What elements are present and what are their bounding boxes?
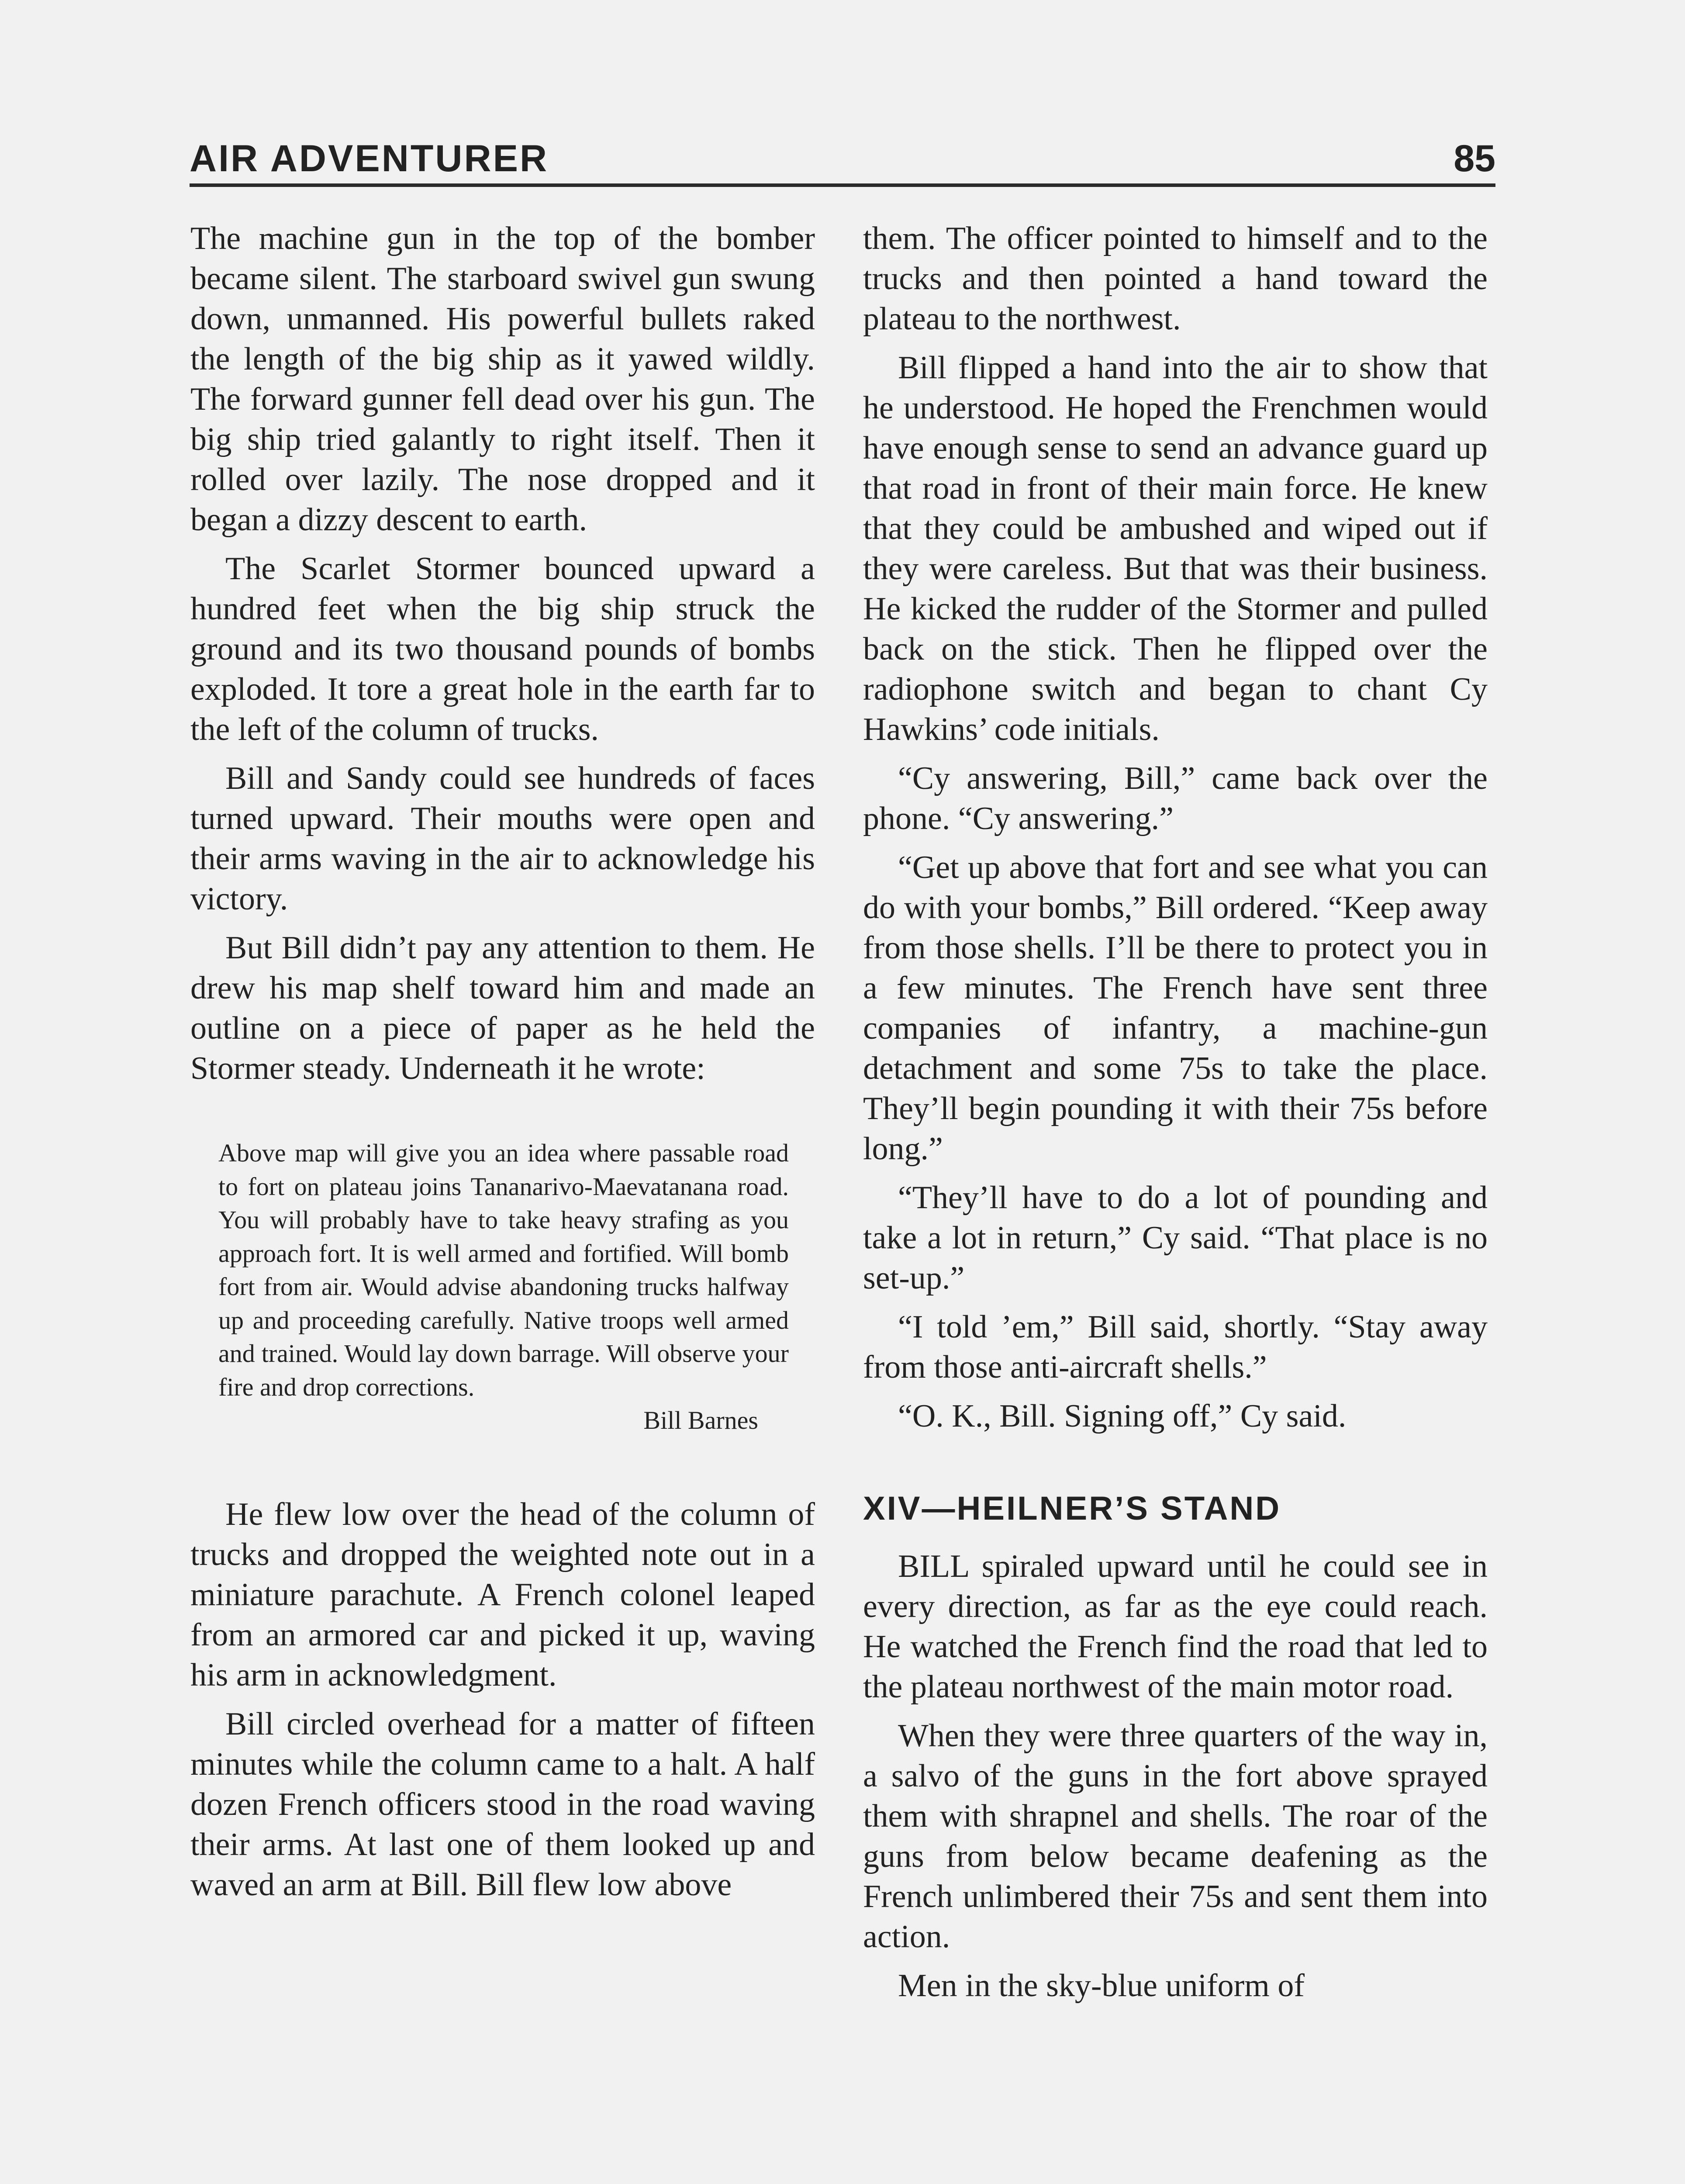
page-number: 85 <box>1454 138 1495 180</box>
note-text: Above map will give you an idea where passable road to fort on plateau joins Tananarivo-Maevatanana road. You will probably have to take heavy strafing as you approach fort. It is well armed and fortified. Will bomb fort from air. Would advise abandoning trucks halfway up and proceeding carefully. Native troops well armed and trained. Would lay down barrage. Will observe your fire and drop corrections. <box>218 1139 789 1401</box>
paragraph: them. The officer pointed to himself and to the trucks and then pointed a hand toward the plateau to the northwest. <box>863 221 1488 337</box>
paragraph: The machine gun in the top of the bomber became silent. The starboard swivel gun swung down, unmanned. His powerful bullets raked the length of the big ship as it yawed wildly. The forward gunner fell dead over his gun. The big ship tried galantly to right itself. Then it rolled over lazily. The nose dropped and it began a dizzy descent to earth. <box>190 221 815 538</box>
note-signature: Bill Barnes <box>643 1406 758 1434</box>
paragraph: He flew low over the head of the column of trucks and dropped the weighted note out in a miniature parachute. A French colonel leaped from an armored car and picked it up, waving his arm in acknowledgment. <box>190 1496 815 1693</box>
paragraph: But Bill didn’t pay any attention to them. He drew his map shelf toward him and made an outline on a piece of paper as he held the Stormer steady. Underneath it he wrote: <box>190 930 815 1086</box>
written-note <box>218 1137 789 1438</box>
left-column <box>190 218 815 1914</box>
paragraph: “They’ll have to do a lot of pounding and take a lot in return,” Cy said. “That place is no set-up.” <box>863 1180 1488 1296</box>
paragraph: Bill circled overhead for a matter of fifteen minutes while the column came to a halt. A half dozen French officers stood in the road waving their arms. At last one of them looked up and waved an arm at Bill. Bill flew low above <box>190 1706 815 1903</box>
paragraph: When they were three quarters of the way in, a salvo of the guns in the fort above sprayed them with shrapnel and shells. The roar of the guns from below became deafening as the French unlimbered their 75s and sent them into action. <box>863 1718 1488 1955</box>
paragraph: Men in the sky-blue uniform of <box>898 1968 1305 2004</box>
paragraph: “I told ’em,” Bill said, shortly. “Stay away from those anti-aircraft shells.” <box>863 1309 1488 1385</box>
paragraph: The Scarlet Stormer bounced upward a hundred feet when the big ship struck the ground and its two thousand pounds of bombs exploded. It tore a great hole in the earth far to the left of the column of trucks. <box>190 551 815 747</box>
paragraph: Bill and Sandy could see hundreds of faces turned upward. Their mouths were open and their arms waving in the air to acknowledge his victory. <box>190 760 815 917</box>
chapter-heading: XIV—HEILNER’S STAND <box>863 1490 1281 1527</box>
paragraph: “Get up above that fort and see what you can do with your bombs,” Bill ordered. “Keep away from those shells. I’ll be there to protect you in a few minutes. The French have sent three companies of infantry, a machine-gun detachment and some 75s to take the place. They’ll begin pounding it with their 75s before long.” <box>863 850 1488 1167</box>
paragraph: “Cy answering, Bill,” came back over the phone. “Cy answering.” <box>863 760 1488 836</box>
right-column <box>863 218 1488 2015</box>
paragraph: BILL spiraled upward until he could see in every direction, as far as the eye could reach. He watched the French find the road that led to the plateau northwest of the main motor road. <box>863 1548 1488 1705</box>
magazine-title: AIR ADVENTURER <box>190 138 549 180</box>
paragraph: “O. K., Bill. Signing off,” Cy said. <box>898 1398 1347 1434</box>
header-rule <box>190 183 1495 187</box>
running-header <box>190 129 1495 190</box>
paragraph: Bill flipped a hand into the air to show that he understood. He hoped the Frenchmen would have enough sense to send an advance guard up that road in front of their main force. He knew that they could be ambushed and wiped out if they were careless. But that was their business. He kicked the rudder of the Stormer and pulled back on the stick. Then he flipped over the radiophone switch and began to chant Cy Hawkins’ code initials. <box>863 350 1488 747</box>
